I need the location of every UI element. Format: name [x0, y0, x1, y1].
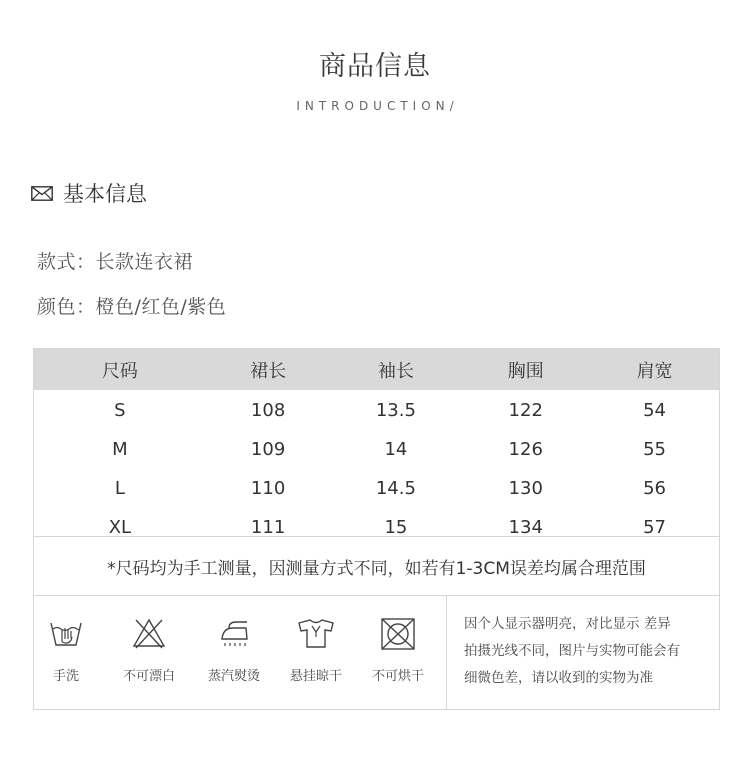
table-cell: L [114, 478, 125, 499]
care-label: 手洗 [52, 669, 79, 684]
section-heading: 基本信息 [63, 182, 147, 206]
table-cell: 14 [384, 439, 408, 460]
column-header: 肩宽 [590, 349, 719, 390]
care-label: 悬挂晾干 [289, 669, 342, 684]
table-cell: 134 [508, 517, 543, 538]
disclaimer-line: 细微色差，请以收到的实物为准 [464, 670, 653, 686]
table-cell: 122 [508, 400, 543, 421]
table-cell: 55 [643, 439, 667, 460]
care-item-no-tumble-dry [358, 595, 438, 684]
hang-dry-icon [296, 617, 336, 649]
column-header: 裙长 [206, 349, 331, 390]
disclaimer-line: 拍摄光线不同，图片与实物可能会有 [464, 643, 680, 659]
envelope-icon [31, 186, 53, 201]
no-tumble-dry-icon [380, 617, 416, 651]
section-header [31, 178, 147, 208]
table-cell: 130 [508, 478, 543, 499]
care-item-no-bleach [109, 595, 189, 684]
style-info: 款式：长款连衣裙 [37, 251, 194, 273]
care-item-steam-iron [194, 595, 274, 684]
table-cell: M [112, 439, 128, 460]
column-header: 袖长 [330, 349, 461, 390]
table-cell: 56 [643, 478, 667, 499]
table-row [34, 469, 719, 508]
care-label: 蒸汽熨烫 [207, 669, 260, 684]
hand-wash-icon [48, 617, 84, 649]
page-title: 商品信息 [319, 51, 431, 82]
table-cell: 14.5 [375, 478, 416, 499]
disclaimer-line: 因个人显示器明亮，对比显示 差异 [464, 616, 671, 632]
color-disclaimer [464, 611, 714, 692]
care-label: 不可漂白 [122, 669, 175, 684]
table-cell: 57 [643, 517, 667, 538]
table-row [34, 430, 719, 469]
table-row [34, 390, 719, 430]
table-cell: 110 [250, 478, 286, 499]
color-info: 颜色：橙色/红色/紫色 [37, 296, 227, 318]
table-cell: 54 [643, 400, 667, 421]
table-cell: 111 [250, 517, 286, 538]
table-cell: 109 [250, 439, 286, 460]
care-item-hang-dry [276, 595, 356, 684]
care-instructions [34, 595, 447, 709]
page-subtitle: INTRODUCTION/ [296, 99, 459, 113]
column-header: 尺码 [34, 349, 206, 390]
table-cell: 126 [508, 439, 543, 460]
table-cell: 15 [384, 517, 408, 538]
no-bleach-icon [131, 617, 167, 649]
size-chart [33, 348, 720, 710]
table-header-row [34, 349, 719, 390]
table-cell: 13.5 [375, 400, 416, 421]
steam-iron-icon [216, 617, 252, 649]
size-table [34, 349, 719, 547]
table-cell: S [114, 400, 126, 421]
column-header: 胸围 [461, 349, 590, 390]
table-cell: 108 [250, 400, 286, 421]
measurement-note: *尺码均为手工测量，因测量方式不同，如若有1-3CM误差均属合理范围 [34, 536, 719, 596]
table-cell: XL [108, 517, 132, 538]
care-item-hand-wash [26, 595, 106, 684]
care-label: 不可烘干 [371, 669, 424, 684]
